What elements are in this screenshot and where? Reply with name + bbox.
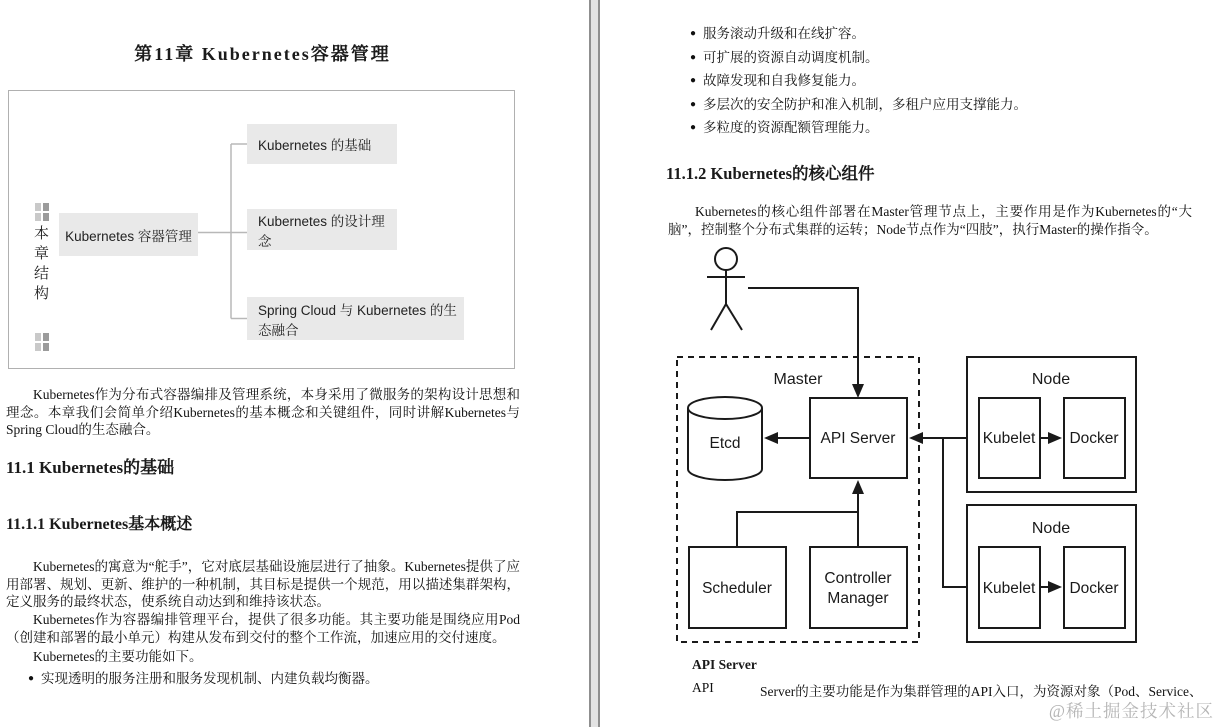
section-heading-11-1-1: 11.1.1 Kubernetes基本概述 [6, 516, 193, 533]
feature-bullet [28, 670, 520, 688]
feature-bullet [690, 22, 1190, 46]
intro-paragraph: Kubernetes作为分布式容器编排及管理系统，本身采用了微服务的架构设计思想和理念。本章我们会简单介绍Kubernetes的基本概念和关键组件，同时讲解Kubernetes与Spring Cloud的生态融合。 [6, 387, 520, 437]
docker2-label: Docker [1069, 580, 1119, 597]
feature-bullet [690, 69, 1190, 93]
arrowhead-left-icon [764, 432, 778, 444]
arrowhead-left-icon [909, 432, 923, 444]
feature-bullet [690, 116, 1190, 140]
chapter-title: 第11章 Kubernetes容器管理 [134, 44, 391, 64]
node2-label: Node [1031, 520, 1071, 537]
controller-manager-label-line1: Controller [824, 570, 892, 587]
page-gap-divider [589, 0, 600, 727]
api-server-label: API Server [820, 430, 896, 447]
kubelet2-label: Kubelet [982, 580, 1036, 597]
api-server-paragraph [692, 680, 1202, 700]
arrowhead-down-icon [852, 384, 864, 398]
bullet-marker: ● [690, 98, 697, 110]
master-label: Master [773, 371, 823, 388]
mindmap-root-node: Kubernetes 容器管理 [59, 213, 198, 256]
figure-side-label: 本章结构 [32, 225, 49, 305]
watermark: @稀土掘金技术社区 [1048, 701, 1214, 721]
arrowhead-up-icon [852, 480, 864, 494]
bullet-marker: ● [690, 75, 697, 86]
core-components-paragraph: Kubernetes的核心组件部署在Master管理节点上，主要作用是作为Kubernetes的“大脑”，控制整个分布式集群的运转；Node节点作为“四肢”，执行Master的操作指令。 [668, 204, 1192, 237]
mindmap-branch-basics: Kubernetes 的基础 [247, 124, 397, 164]
bullet-text: 服务滚动升级和在线扩容。 [703, 26, 866, 41]
mindmap-branch-design: Kubernetes 的设计理念 [247, 209, 397, 250]
api-server-paragraph-rest: Server的主要功能是作为集群管理的API入口，为资源对象（Pod、Service、 [760, 684, 1203, 699]
api-server-paragraph-start: API [692, 680, 714, 695]
feature-bullet [690, 46, 1190, 70]
overview-paragraph-1: Kubernetes的寓意为“舵手”，它对底层基础设施层进行了抽象。Kubernetes提供了应用部署、规划、更新、维护的一种机制，其目标是提供一个规范，用以描述集群架构，定义服务的最终状态，使系统自动达到和维持该状态。 [6, 559, 520, 609]
bullet-text: 可扩展的资源自动调度机制。 [703, 49, 879, 65]
user-stick-figure-icon [707, 248, 745, 330]
feature-bullet [690, 93, 1190, 117]
section-heading-11-1-2: 11.1.2 Kubernetes的核心组件 [666, 164, 875, 183]
node1-label: Node [1031, 371, 1071, 388]
mindmap-branch-springcloud: Spring Cloud 与 Kubernetes 的生态融合 [247, 297, 464, 340]
feature-bullet-list [690, 22, 1190, 140]
bullet-marker: ● [690, 28, 697, 39]
overview-paragraph-2: Kubernetes作为容器编排管理平台，提供了很多功能。其主要功能是围绕应用Pod（创建和部署的最小单元）构建从发布到交付的整个工作流，加速应用的交付速度。 [6, 612, 520, 645]
etcd-label: Etcd [709, 435, 741, 452]
bullet-marker: ● [28, 673, 35, 684]
kubelet1-label: Kubelet [982, 430, 1036, 447]
scheduler-label: Scheduler [702, 580, 772, 597]
bullet-marker: ● [690, 51, 697, 63]
controller-manager-label-line2: Manager [827, 590, 889, 607]
bullet-text: 多层次的安全防护和准入机制，多租户应用支撑能力。 [703, 96, 1028, 112]
bullet-text: 多粒度的资源配额管理能力。 [703, 120, 879, 135]
page-left [0, 0, 589, 727]
api-server-subheading: API Server [692, 657, 757, 672]
bullet-text: 故障发现和自我修复能力。 [703, 73, 866, 88]
features-intro-line: Kubernetes的主要功能如下。 [33, 649, 203, 664]
page-right [600, 0, 1216, 727]
controller-manager-box [810, 547, 907, 628]
decorative-dots-bottom [35, 333, 49, 351]
kubernetes-architecture-diagram [660, 245, 1216, 665]
docker1-label: Docker [1069, 430, 1119, 447]
chapter-structure-figure [8, 90, 515, 369]
decorative-dots-top [35, 203, 49, 221]
bullet-marker: ● [690, 122, 697, 133]
scheduler-junction-line [737, 512, 858, 547]
section-heading-11-1: 11.1 Kubernetes的基础 [6, 458, 175, 477]
bullet-text: 实现透明的服务注册和服务发现机制、内建负载均衡器。 [41, 671, 379, 686]
